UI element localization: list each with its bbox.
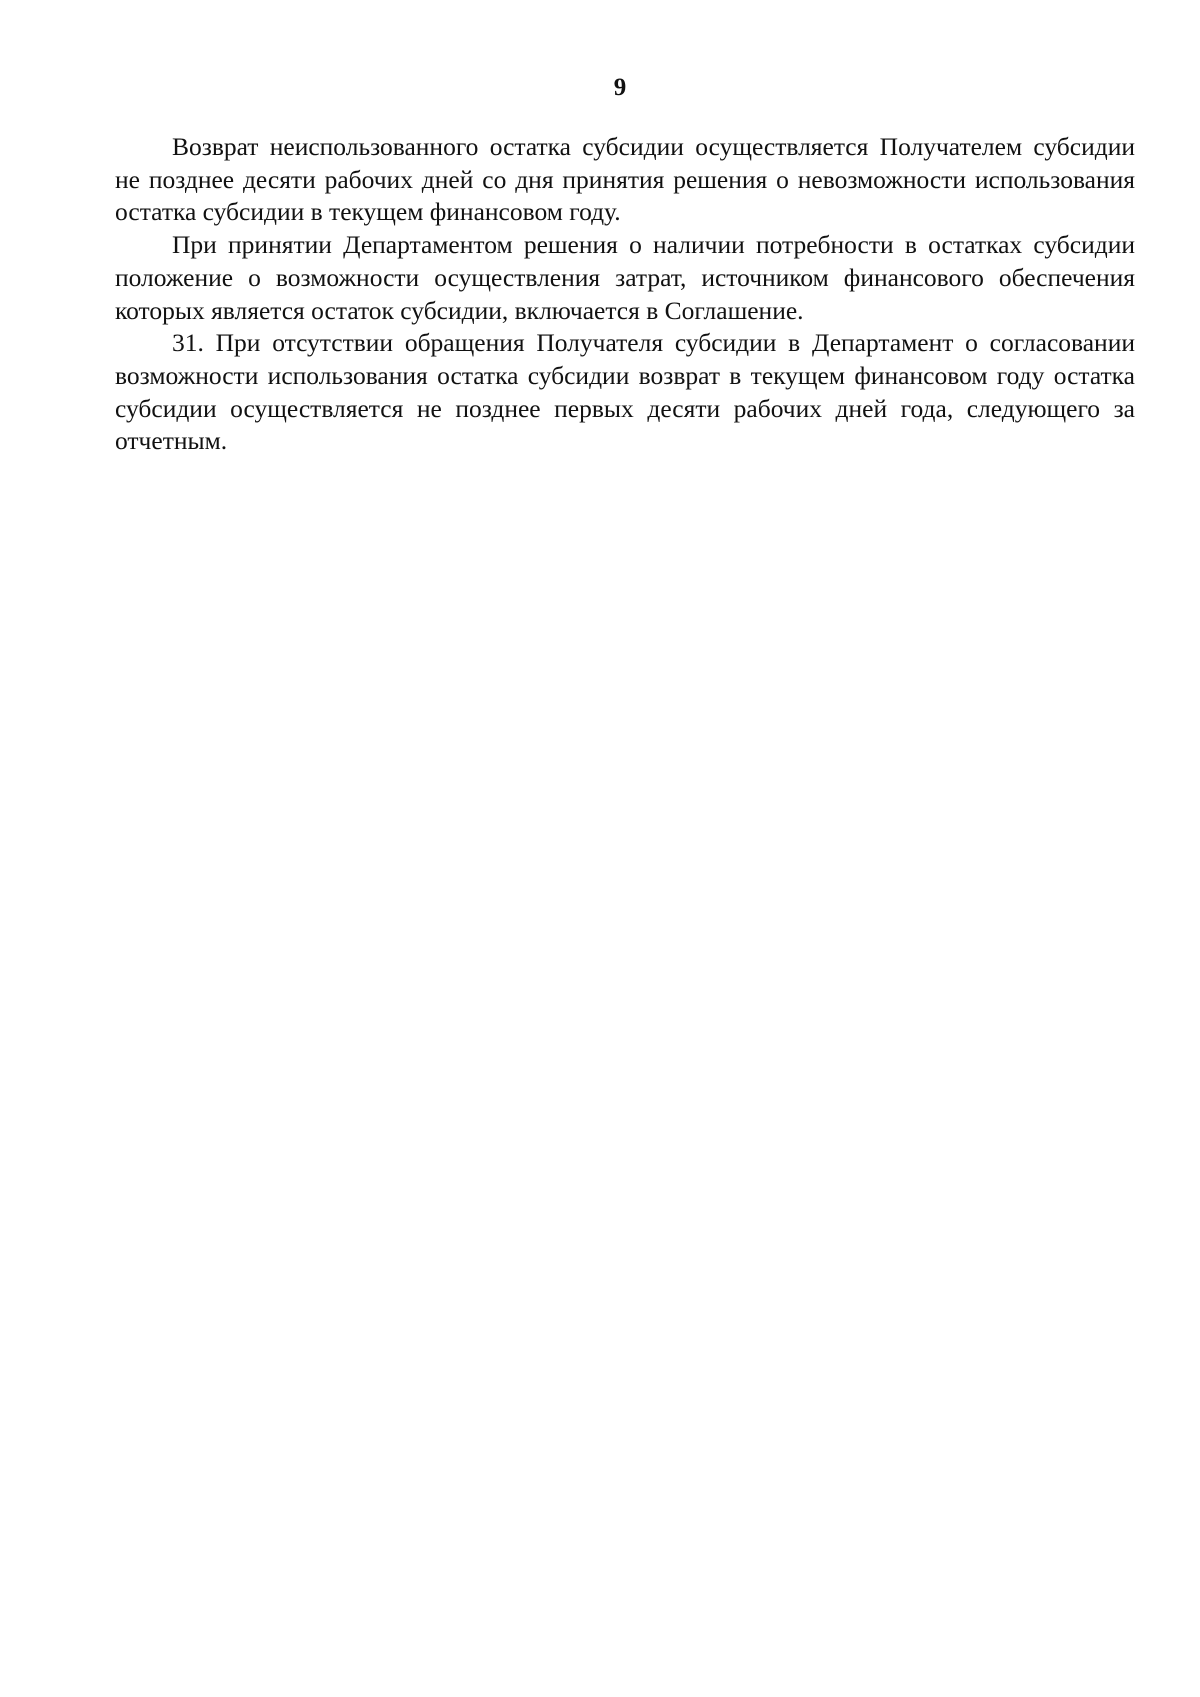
paragraph-item-31: 31. При отсутствии обращения Получателя субсидии в Департамент о согласовании возможности использования остатка субсидии возврат в текущем финансовом году остатка субсидии осуществляется не позднее первых десяти рабочих дней года, следующего за отчетным. [115,328,1135,456]
paragraph-remaining-needs: При принятии Департаментом решения о наличии потребности в остатках субсидии положение о возможности осуществления затрат, источником финансового обеспечения которых является остаток субсидии, включается в Соглашение. [115,230,1135,325]
page-number: 9 [613,74,627,101]
document-body [115,131,1135,458]
paragraph-subsidy-return: Возврат неиспользованного остатка субсидии осуществляется Получателем субсидии не позднее десяти рабочих дней со дня принятия решения о невозможности использования остатка субсидии в текущем финансовом году. [115,132,1135,227]
